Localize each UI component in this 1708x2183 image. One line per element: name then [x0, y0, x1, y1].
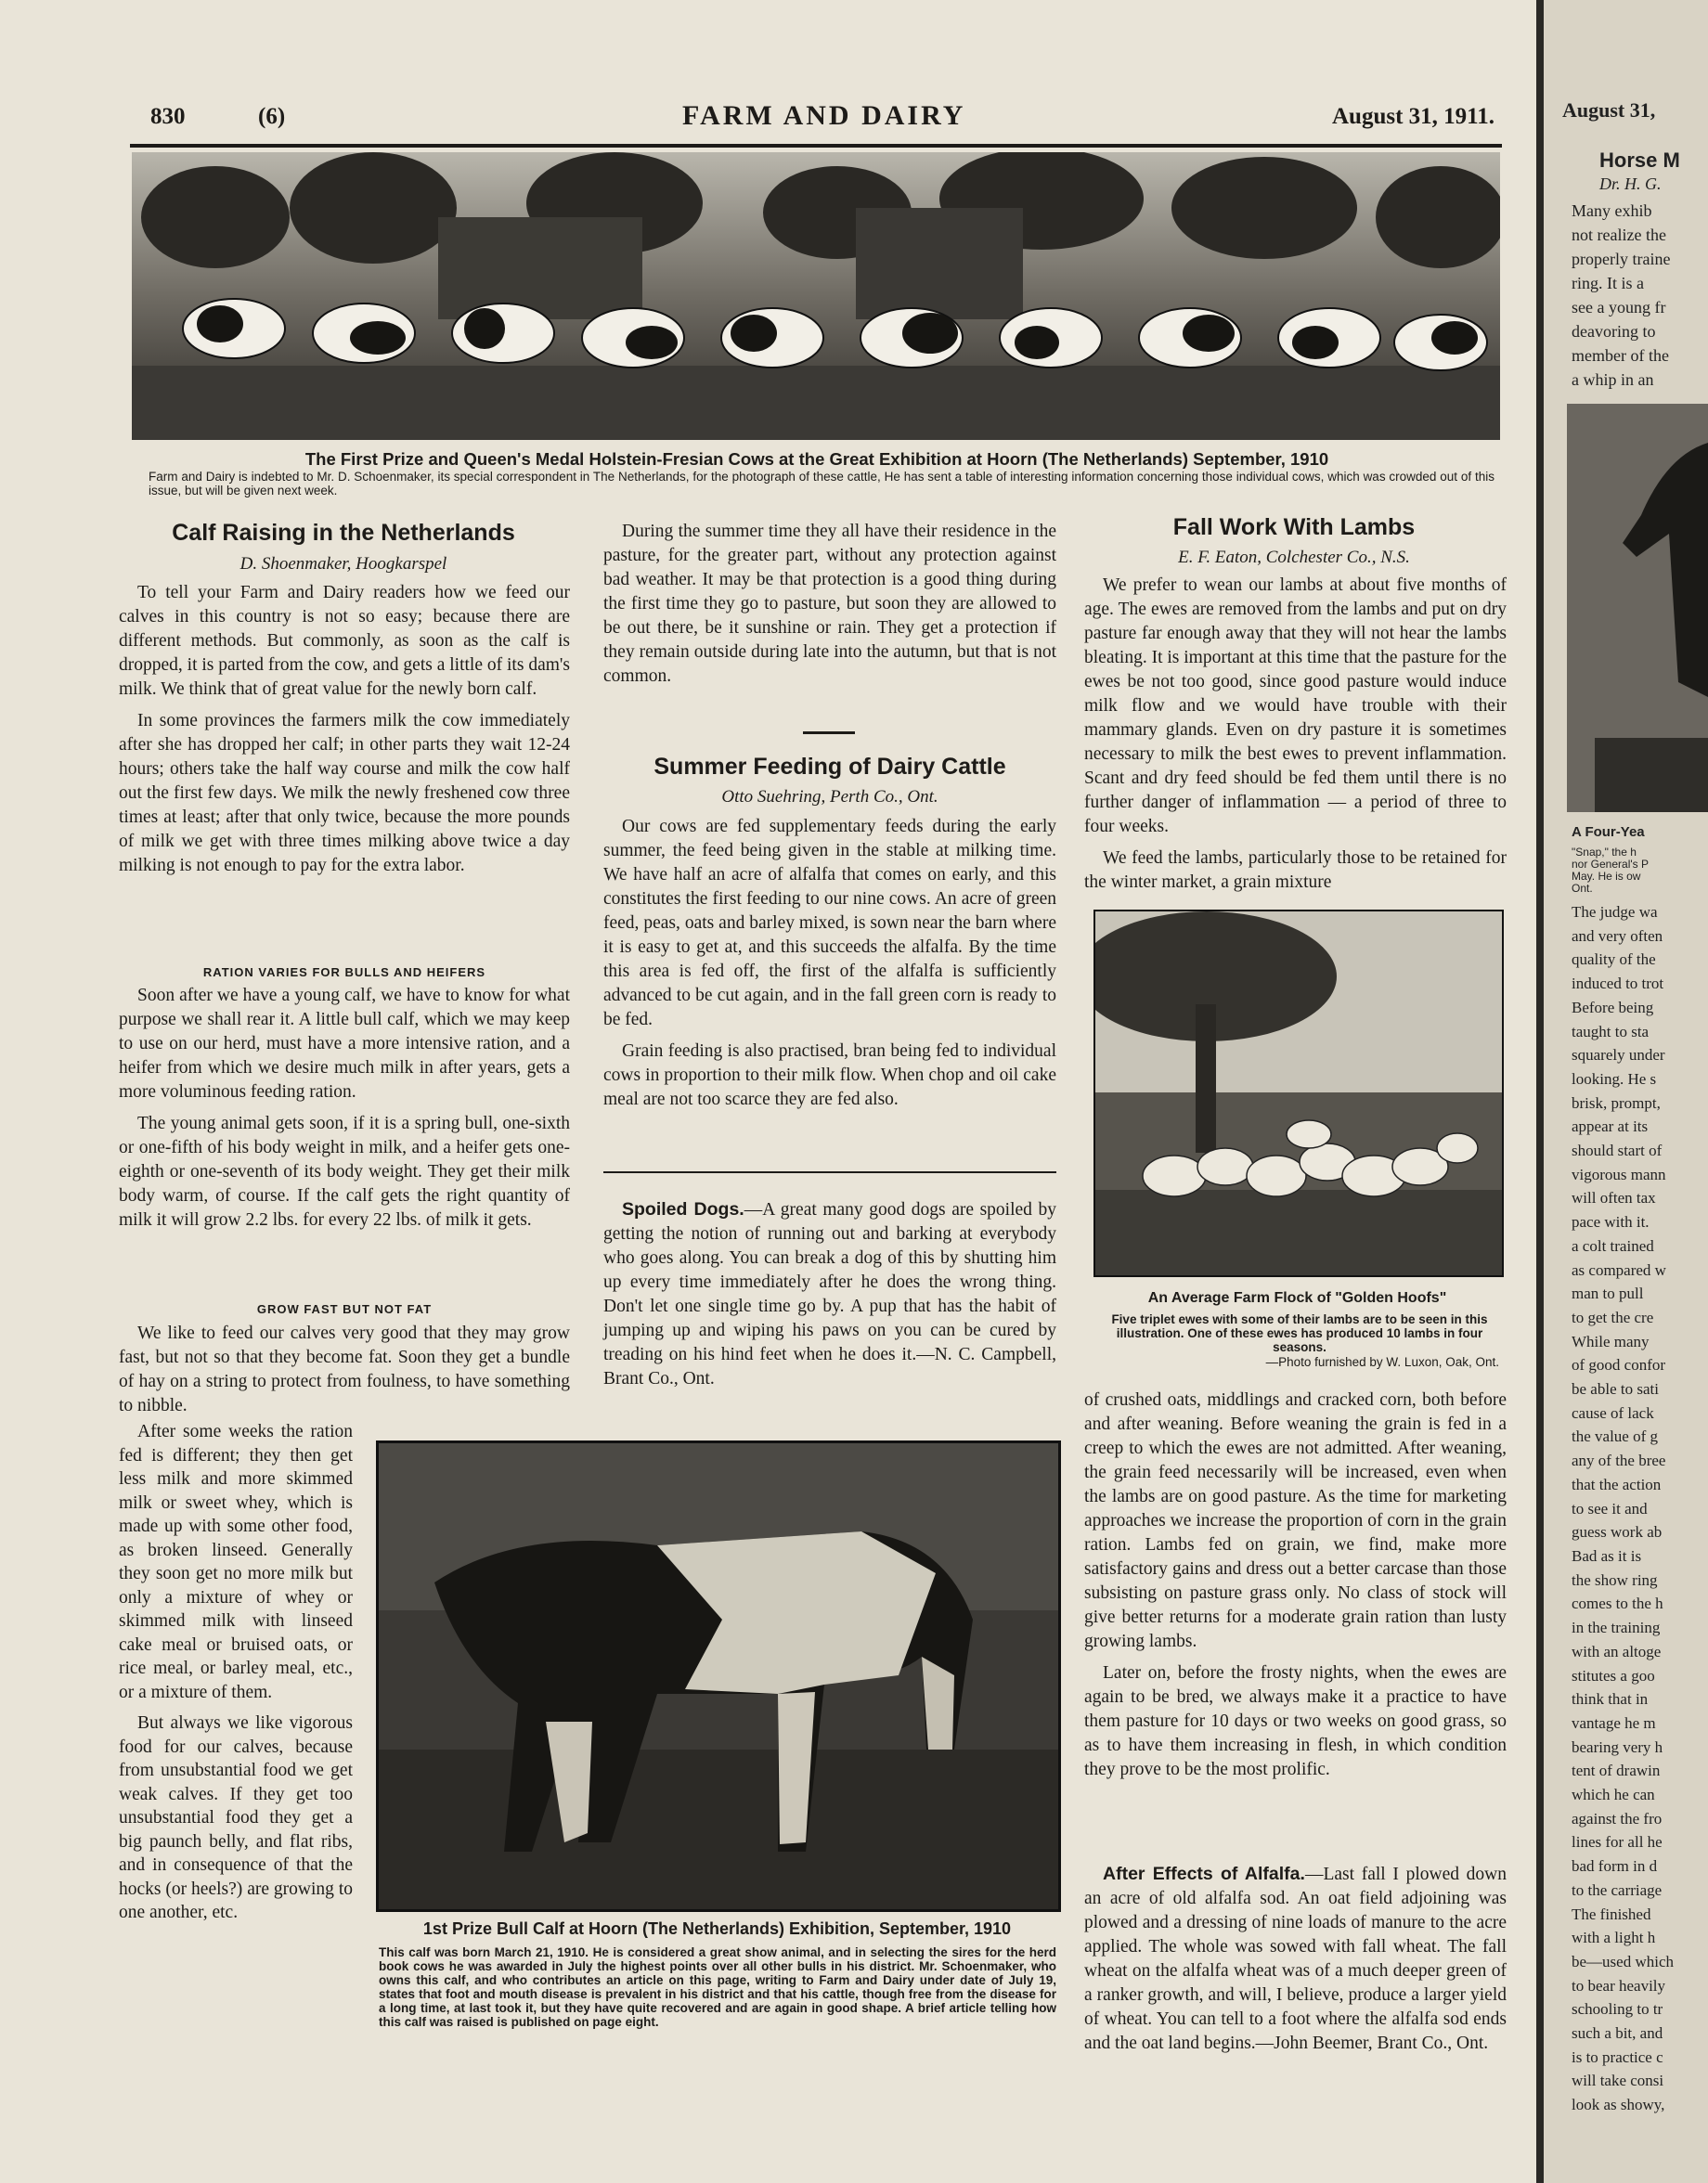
- article1-body-lower: [119, 1322, 570, 1426]
- strip-line: taught to sta: [1572, 1022, 1650, 1040]
- bull-photo-title: 1st Prize Bull Calf at Hoorn (The Netherlands) Exhibition, September, 1910: [422, 1919, 1012, 1938]
- sheep-flock-photo: [1093, 910, 1504, 1277]
- article3-body: [603, 1197, 1056, 1399]
- article2-paragraph: Our cows are fed supplementary feeds during the early summer, the feed being given in the stable at milking time. We have half an acre of alfalfa that comes on early, and this constitutes the first feeding to our nine cows. An acre of green feed, peas, oats and barley mixed, is sown near the barn where it is easy to get at, and this succeeds the alfalfa. By the time this area is fed off, the first of the alfalfa is sufficiently advanced to be cut again, and in the fall green corn is ready to be fed.: [603, 817, 1056, 1029]
- article4-paragraph: of crushed oats, middlings and cracked corn, both before and after weaning. Before weaning the grain is fed in a creep to which the ewes are not admitted. After weaning, the grain feed necessarily will be increased, even when the lambs are on good pasture. As the time for marketing approaches we increase the proportion of corn in the grain ration. Lambs fed on grain, we find, make more satisfactory gains and dress out a better carcase than those subsisting on pasture grass only. No class of stock will give better returns for a moderate grain ration than lusty growing lambs.: [1084, 1390, 1507, 1651]
- strip-line: The judge wa: [1572, 903, 1658, 921]
- article1-paragraph: But always we like vigorous food for our calves, because from unsubstantial food we get weak calves. If they get too unsubstantial food they get a big paunch belly, and flat ribs, and in consequence of that the hocks (or heels?) are growing to one another, etc.: [119, 1713, 353, 1922]
- strip-line: any of the bree: [1572, 1452, 1666, 1470]
- section-divider: [803, 731, 855, 734]
- strip-line: pace with it.: [1572, 1213, 1650, 1232]
- strip-line: cause of lack: [1572, 1403, 1654, 1422]
- strip-caption-line: "Snap," the h: [1572, 846, 1637, 859]
- horse-image: [1567, 404, 1708, 812]
- strip-line: not realize the: [1572, 226, 1666, 244]
- strip-line: bad form in d: [1572, 1857, 1658, 1876]
- strip-line: looking. He s: [1572, 1069, 1657, 1088]
- top-photo-title: The First Prize and Queen's Medal Holstein-Fresian Cows at the Great Exhibition at Hoorn (The Netherlands) September, 1910: [304, 449, 1329, 469]
- article1-title: Calf Raising in the Netherlands: [172, 520, 515, 546]
- strip-line: of good confor: [1572, 1356, 1666, 1375]
- article2-paragraph: Grain feeding is also practised, bran being fed to individual cows in proportion to their milk flow. When chop and oil cake meal are not too scarce they are fed also.: [603, 1041, 1056, 1109]
- sheep-photo-title: An Average Farm Flock of "Golden Hoofs": [1147, 1290, 1447, 1306]
- article4-byline: E. F. Eaton, Colchester Co., N.S.: [1178, 548, 1410, 567]
- strip-line: induced to trot: [1572, 975, 1664, 993]
- article5-runin-title: After Effects of Alfalfa.: [1103, 1864, 1305, 1884]
- strip-line: look as showy,: [1572, 2096, 1665, 2114]
- sheep-photo-caption: Five triplet ewes with some of their lambs are to be seen in this illustration. One of these ewes has produced 10 lambs in four seasons.: [1111, 1312, 1488, 1354]
- strip-line: and very often: [1572, 926, 1663, 945]
- strip-line: that the action: [1572, 1475, 1662, 1493]
- strip-line: Before being: [1572, 998, 1654, 1016]
- cows-photo-image: [132, 152, 1500, 440]
- strip-caption-line: Ont.: [1572, 882, 1593, 895]
- cows-photo: [132, 152, 1500, 440]
- strip-line: such a bit, and: [1572, 2024, 1663, 2043]
- strip-line: Many exhib: [1572, 201, 1652, 220]
- strip-caption-line: nor General's P: [1572, 858, 1649, 871]
- article1-paragraph: Soon after we have a young calf, we have to know for what purpose we shall rear it. A little bull calf, which we may keep to use on our herd, must have a more intensive ration, and a heifer from which we desire much milk in after years, gets a more voluminous feeding ration.: [119, 986, 570, 1102]
- article1-body-top: [119, 581, 570, 885]
- strip-byline: Dr. H. G.: [1599, 174, 1662, 193]
- article2-title: Summer Feeding of Dairy Cattle: [653, 754, 1006, 780]
- bull-calf-photo: [376, 1440, 1061, 1912]
- strip-line: is to practice c: [1572, 2047, 1663, 2066]
- article2-byline: Otto Suehring, Perth Co., Ont.: [721, 787, 938, 807]
- strip-line: be—used which: [1572, 1952, 1675, 1970]
- article1-paragraph: During the summer time they all have their residence in the pasture, for the greater part, without any protection against bad weather. It may be that protection is a good thing during the first time they go to pasture, but soon they are allowed to be out there, be it sunshine or rain. They get a protection if they remain outside during late into the autumn, but that is not common.: [603, 522, 1056, 686]
- strip-line: will take consi: [1572, 2072, 1664, 2090]
- strip-line: bearing very h: [1572, 1737, 1663, 1756]
- strip-line: will often tax: [1572, 1189, 1656, 1208]
- masthead: FARM AND DAIRY: [682, 100, 966, 131]
- adjacent-page-strip: [1536, 0, 1708, 2183]
- strip-line: Bad as it is: [1572, 1546, 1642, 1565]
- article1-body-narrow: [119, 1420, 353, 1932]
- header-rule: [130, 144, 1502, 148]
- strip-line: as compared w: [1572, 1260, 1666, 1279]
- page-number: 830: [150, 104, 186, 129]
- article1-body-middle: [119, 984, 570, 1240]
- strip-caption-line: May. He is ow: [1572, 870, 1641, 883]
- bull-calf-image: [379, 1443, 1058, 1909]
- strip-line: vigorous mann: [1572, 1165, 1666, 1183]
- strip-line: deavoring to: [1572, 322, 1656, 341]
- issue-date: August 31, 1911.: [1332, 104, 1495, 129]
- strip-text-top: [1572, 199, 1670, 392]
- article1-paragraph: In some provinces the farmers milk the cow immediately after she has dropped her calf; in other parts they wait 12-24 hours; others take the half way course and milk the cow half out the first few days. We milk the newly freshened cow three times at least; after that only twice, because the more pounds of milk we get with three times milking above twice a day milking is not enough to pay for the extra labor.: [119, 711, 570, 875]
- top-photo-caption: Farm and Dairy is indebted to Mr. D. Schoenmaker, its special correspondent in The Netherlands, for the photograph of these cattle, He has sent a table of interesting information concerning those individual cows, which was crowded out of this issue, but will be given next week.: [149, 470, 1494, 497]
- strip-title: Horse M: [1599, 149, 1680, 172]
- article4-paragraph: We prefer to wean our lambs at about five months of age. The ewes are removed from the lambs and put on dry pasture far enough away that they will not hear the lambs bleating. It is important at this time that the pasture for the ewes be not too good, since good pasture would induce milk flow and we would have trouble with their mammary glands. Even on dry pasture it is sometimes necessary to milk the best ewes to prevent inflammation. Scant and dry feed should be fed them until there is no further danger of inflammation — a period of three to four weeks.: [1084, 575, 1507, 836]
- article1-paragraph: After some weeks the ration fed is different; they then get less milk and more skimmed milk or sweet whey, which is made up with some other food, as broken linseed. Generally they soon get no more milk but only a mixture of whey or skimmed milk with linseed cake meal or bruised oats, or rice meal, or barley meal, etc., or a mixture of them.: [119, 1422, 353, 1702]
- strip-line: appear at its: [1572, 1117, 1649, 1136]
- strip-line: which he can: [1572, 1786, 1655, 1804]
- strip-line: with a light h: [1572, 1929, 1656, 1947]
- sheep-photo-credit: —Photo furnished by W. Luxon, Oak, Ont.: [1265, 1355, 1499, 1369]
- strip-line: see a young fr: [1572, 298, 1666, 316]
- article3-runin-title: Spoiled Dogs.: [622, 1199, 744, 1220]
- article1-paragraph: The young animal gets soon, if it is a spring bull, one-sixth or one-fifth of his body weight in milk, and a heifer gets one-eighth or one-seventh of its body weight. They get their milk body warm, of course. If the calf gets the right quantity of milk it will grow 2.2 lbs. for every 22 lbs. of milk it gets.: [119, 1114, 570, 1230]
- article1-subhead-grow: GROW FAST BUT NOT FAT: [256, 1302, 433, 1316]
- article3-paragraph: [603, 1197, 1056, 1391]
- strip-photo-title: A Four-Yea: [1572, 824, 1645, 840]
- strip-line: to the carriage: [1572, 1880, 1663, 1899]
- strip-line: brisk, prompt,: [1572, 1093, 1661, 1112]
- strip-line: with an altoge: [1572, 1642, 1662, 1660]
- strip-line: against the fro: [1572, 1809, 1663, 1828]
- article5-body: [1084, 1862, 1507, 2063]
- strip-line: a whip in an: [1572, 370, 1654, 389]
- strip-line: the show ring: [1572, 1570, 1658, 1589]
- article1-body-continued: [603, 520, 1056, 696]
- strip-line: properly traine: [1572, 250, 1671, 268]
- section-number: (6): [258, 104, 286, 129]
- strip-date: August 31,: [1562, 98, 1656, 122]
- strip-line: comes to the h: [1572, 1595, 1663, 1613]
- sheep-flock-image: [1095, 911, 1502, 1275]
- article4-paragraph: We feed the lambs, particularly those to be retained for the winter market, a grain mixture: [1084, 848, 1507, 892]
- strip-line: to get the cre: [1572, 1308, 1654, 1326]
- article4-body-top: [1084, 574, 1507, 902]
- bull-photo-caption: This calf was born March 21, 1910. He is considered a great show animal, and in selecting the sires for the herd book cows he was awarded in July the highest points over all other bulls in his district. Mr. Schoenmaker, who owns this calf, and who contributes an article on this page, writing to Farm and Dairy under date of July 19, states that foot and mouth disease is prevalent in his district and that his cattle, though free from the disease for a long time, at last took it, but they have quite recovered and are again in good shape. A brief article telling how this calf was raised is published on page eight.: [379, 1945, 1056, 2029]
- strip-line: quality of the: [1572, 950, 1656, 969]
- strip-line: The finished: [1572, 1905, 1651, 1923]
- strip-line: guess work ab: [1572, 1523, 1663, 1542]
- article4-body-bottom: [1084, 1389, 1507, 1789]
- strip-line: in the training: [1572, 1619, 1661, 1637]
- strip-line: man to pull: [1572, 1285, 1644, 1303]
- strip-line: lines for all he: [1572, 1833, 1663, 1852]
- article4-title: Fall Work With Lambs: [1172, 514, 1416, 540]
- strip-line: a colt trained: [1572, 1236, 1654, 1255]
- strip-line: be able to sati: [1572, 1380, 1659, 1399]
- strip-line: think that in: [1572, 1690, 1649, 1709]
- strip-photo-caption: [1572, 846, 1649, 895]
- strip-line: member of the: [1572, 346, 1669, 365]
- article2-body: [603, 815, 1056, 1119]
- strip-line: squarely under: [1572, 1046, 1665, 1065]
- strip-horse-photo: [1567, 404, 1708, 812]
- section-divider: [603, 1171, 1056, 1173]
- strip-line: to see it and: [1572, 1499, 1648, 1518]
- strip-line: schooling to tr: [1572, 2000, 1663, 2019]
- strip-line: While many: [1572, 1332, 1650, 1350]
- strip-line: should start of: [1572, 1142, 1663, 1160]
- strip-text-bottom: [1572, 900, 1674, 2117]
- strip-line: stitutes a goo: [1572, 1666, 1655, 1685]
- article5-paragraph: [1084, 1862, 1507, 2056]
- article1-paragraph: To tell your Farm and Dairy readers how we feed our calves in this country is not so easy; because there are different methods. But commonly, as soon as the calf is dropped, it is parted from the cow, and gets a little of its dam's milk. We think that of great value for the newly born calf.: [119, 583, 570, 699]
- strip-line: ring. It is a: [1572, 274, 1644, 292]
- article1-paragraph: We like to feed our calves very good that they may grow fast, but not so that they become fat. Soon they get a bundle of hay on a string to protect from foulness, to have something to nibble.: [119, 1324, 570, 1415]
- article1-byline: D. Shoenmaker, Hoogkarspel: [239, 554, 447, 574]
- strip-line: vantage he m: [1572, 1713, 1656, 1732]
- article5-text: —Last fall I plowed down an acre of old alfalfa sod. An oat field adjoining was plowed and a dressing of nine loads of manure to the acre applied. The whole was sowed with fall wheat. The fall wheat on the alfalfa wheat was of a much deeper green of a ranker growth, and will, I believe, produce a larger yield of wheat. You can tell to a foot where the alfalfa sod ends and the oat land begins.—John Beemer, Brant Co., Ont.: [1084, 1865, 1507, 2053]
- strip-line: to bear heavily: [1572, 1976, 1666, 1995]
- strip-line: the value of g: [1572, 1427, 1658, 1446]
- strip-line: tent of drawin: [1572, 1762, 1661, 1780]
- article3-text: —A great many good dogs are spoiled by getting the notion of running out and barking at everybody who goes along. You can break a dog of this by shutting him up every time immediately after he does the wrong thing. Don't let one single time go by. A pup that has the habit of jumping up and wiping his paws on you can be cured by treading on his hind feet when he does it.—N. C. Campbell, Brant Co., Ont.: [603, 1200, 1056, 1389]
- article4-paragraph: Later on, before the frosty nights, when the ewes are again to be bred, we always make it a practice to have them pasture for 10 days or two weeks on good grass, so as to have them increasing in flesh, in which condition they prove to be the most prolific.: [1084, 1663, 1507, 1779]
- article1-subhead-ration: RATION VARIES FOR BULLS AND HEIFERS: [202, 965, 486, 979]
